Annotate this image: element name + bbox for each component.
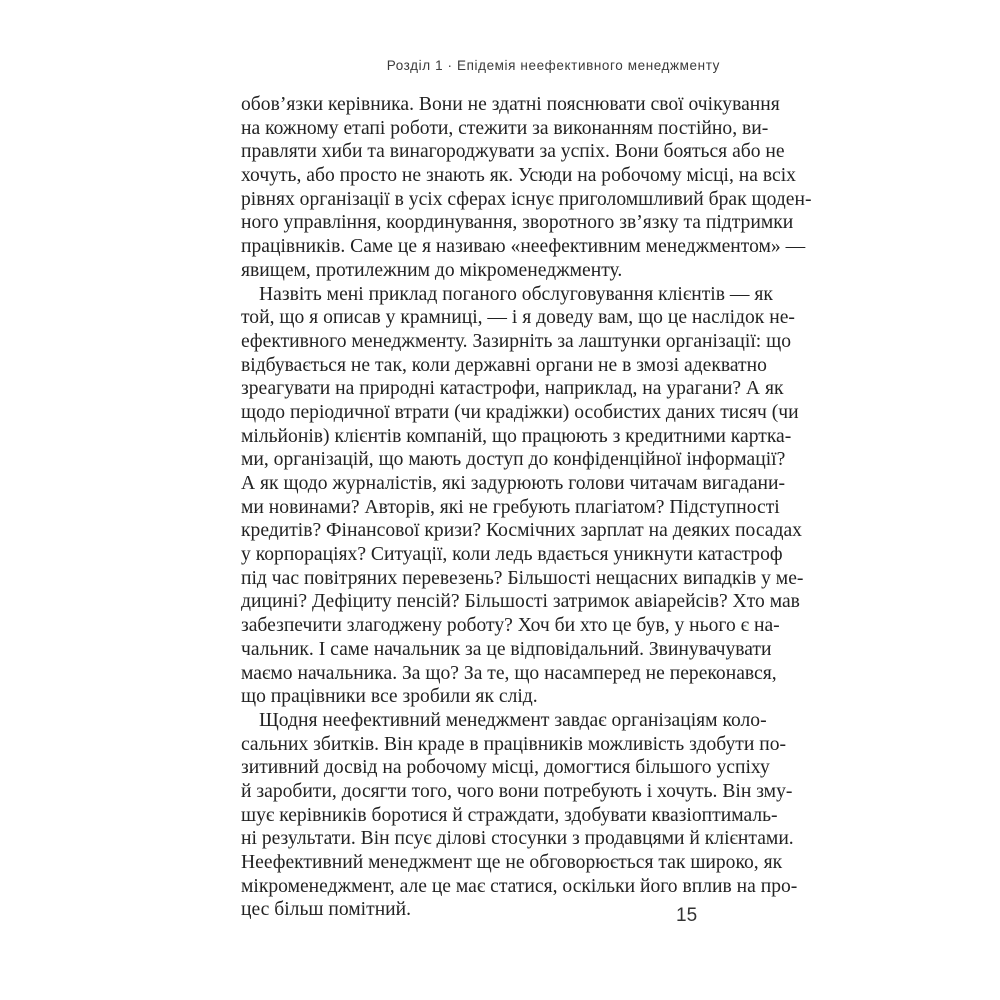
text-line: Неефективний менеджмент ще не обговорюється так широко, як: [241, 852, 783, 873]
text-line: хочуть, або просто не знають як. Усюди на робочому місці, на всіх: [241, 165, 796, 187]
text-line: правляти хиби та винагороджувати за успіх. Вони бояться або не: [241, 141, 785, 163]
text-line: кредитів? Фінансової кризи? Космічних зарплат на деяких посадах: [241, 520, 802, 542]
body-text: [241, 93, 812, 922]
text-line: ні результати. Він псує ділові стосунки з продавцями й клієнтами.: [241, 828, 794, 850]
text-line: маємо начальника. За що? За те, що насамперед не переконався,: [241, 662, 777, 684]
text-line: рівнях організації в усіх сферах існує приголомшливий брак щоден-: [241, 188, 812, 210]
page-number: 15: [676, 905, 698, 926]
text-line: що працівники все зробили як слід.: [241, 686, 538, 708]
text-line: явищем, протилежним до мікроменеджменту.: [241, 259, 623, 281]
text-line: А як щодо журналістів, які задурюють голови читачам вигадани-: [241, 473, 786, 494]
text-line: ми новинами? Авторів, які не гребують плагіатом? Підступності: [241, 496, 780, 518]
text-line: ного управління, координування, зворотного зв’язку та підтримки: [241, 212, 794, 234]
running-head: Розділ 1 · Епідемія неефективного менеджменту: [386, 58, 720, 73]
text-line: зитивний досвід на робочому місці, домогтися більшого успіху: [241, 757, 770, 779]
text-line: мільйонів) клієнтів компаній, що працюють з кредитними картка-: [241, 425, 792, 447]
text-line: ефективного менеджменту. Зазирніть за лаштунки організації: що: [241, 330, 792, 352]
text-line: щодо періодичної втрати (чи крадіжки) особистих даних тисяч (чи: [241, 401, 799, 423]
text-line: ми, організацій, що мають доступ до конфіденційної інформації?: [241, 449, 786, 471]
text-line: під час повітряних перевезень? Більшості нещасних випадків у ме-: [241, 567, 804, 589]
text-line: шує керівників боротися й страждати, здобувати квазіоптималь-: [241, 804, 778, 826]
text-line: на кожному етапі роботи, стежити за виконанням постійно, ви-: [241, 117, 769, 139]
text-line: мікроменеджмент, але це має статися, оскільки його вплив на про-: [241, 875, 798, 897]
text-line: у корпораціях? Ситуації, коли ледь вдається уникнути катастроф: [241, 544, 783, 566]
text-line: Назвіть мені приклад поганого обслуговування клієнтів — як: [259, 283, 773, 305]
text-line: Щодня неефективний менеджмент завдає організаціям коло-: [259, 709, 767, 731]
text-line: обов’язки керівника. Вони не здатні пояснювати свої очікування: [241, 94, 780, 115]
text-line: дицині? Дефіциту пенсій? Більшості затримок авіарейсів? Хто мав: [241, 591, 800, 613]
text-line: забезпечити злагоджену роботу? Хоч би хто це був, у нього є на-: [241, 615, 780, 637]
text-line: чальник. І саме начальник за це відповідальний. Звинувачувати: [241, 638, 772, 660]
text-line: працівників. Саме це я називаю «неефективним менеджментом» —: [241, 236, 806, 258]
text-line: той, що я описав у крамниці, — і я доведу вам, що це наслідок не-: [241, 307, 795, 329]
paragraph: [241, 93, 812, 283]
text-line: сальних збитків. Він краде в працівників можливість здобути по-: [241, 733, 787, 755]
text-line: й заробити, досягти того, чого вони потребують і хочуть. Він змy-: [241, 780, 793, 802]
text-line: цес більш помітний.: [241, 899, 412, 921]
text-line: відбувається не так, коли державні органи не в змозі адекватно: [241, 354, 767, 376]
paragraph: [241, 283, 804, 709]
text-line: зреагувати на природні катастрофи, наприклад, на урагани? А як: [241, 378, 784, 400]
paragraph: [241, 709, 798, 922]
